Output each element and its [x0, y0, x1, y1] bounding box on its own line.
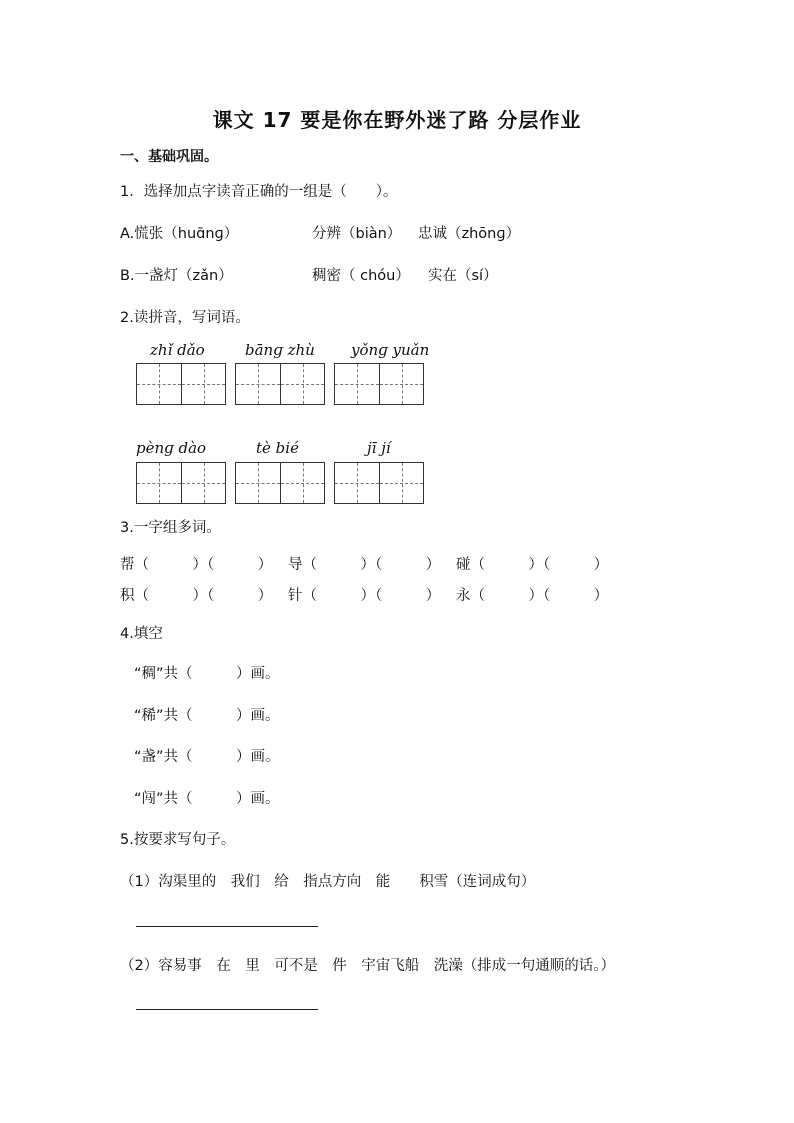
- pinyin-label: tè bié: [256, 439, 299, 457]
- word-group-blank: 碰（ ）（ ）: [456, 557, 609, 573]
- answer-line[interactable]: [136, 926, 318, 927]
- page-title: 课文 17 要是你在野外迷了路 分层作业: [212, 108, 582, 132]
- word-group-blank: 永（ ）（ ）: [456, 588, 609, 604]
- question-5-stem: 5.按要求写句子。: [120, 832, 236, 848]
- pinyin-label: jī jí: [367, 439, 391, 457]
- option-a-word2: 分辨（biàn）: [312, 226, 402, 242]
- writing-grid[interactable]: [136, 462, 226, 504]
- option-b-word2: 稠密（ chóu）: [312, 268, 410, 284]
- stroke-count-blank: “盏”共（ ）画。: [134, 749, 280, 765]
- section-heading: 一、基础巩固。: [120, 149, 218, 165]
- question-4-stem: 4.填空: [120, 626, 163, 642]
- question-2-stem: 2.读拼音，写词语。: [120, 310, 250, 326]
- writing-grid[interactable]: [136, 363, 226, 405]
- sentence-task-1: （1）沟渠里的 我们 给 指点方向 能 积雪（连词成句）: [120, 874, 536, 890]
- pinyin-label: pènɡ dào: [136, 439, 207, 457]
- stroke-count-blank: “闯”共（ ）画。: [134, 791, 280, 807]
- option-a-word3: 忠诚（zhōnɡ）: [418, 226, 521, 242]
- word-group-blank: 导（ ）（ ）: [288, 557, 441, 573]
- question-3-stem: 3.一字组多词。: [120, 520, 221, 536]
- word-group-blank: 针（ ）（ ）: [288, 588, 441, 604]
- pinyin-label: zhǐ dǎo: [150, 341, 205, 359]
- option-b-word1: B.一盏灯（zǎn）: [120, 268, 233, 284]
- writing-grid[interactable]: [334, 462, 424, 504]
- pinyin-label: bānɡ zhù: [245, 341, 315, 359]
- stroke-count-blank: “稠”共（ ）画。: [134, 666, 280, 682]
- option-a-word1: A.慌张（huɑ̄nɡ）: [120, 226, 239, 242]
- word-group-blank: 积（ ）（ ）: [120, 588, 273, 604]
- word-group-blank: 帮（ ）（ ）: [120, 557, 273, 573]
- question-1-stem: 1．选择加点字读音正确的一组是（ ）。: [120, 184, 398, 200]
- answer-line[interactable]: [136, 1009, 318, 1010]
- stroke-count-blank: “稀”共（ ）画。: [134, 708, 280, 724]
- writing-grid[interactable]: [235, 363, 325, 405]
- option-b-word3: 实在（sí）: [428, 268, 498, 284]
- sentence-task-2: （2）容易事 在 里 可不是 件 宇宙飞船 洗澡（排成一句通顺的话。）: [120, 958, 615, 974]
- pinyin-label: yǒnɡ yuǎn: [351, 341, 430, 359]
- writing-grid[interactable]: [235, 462, 325, 504]
- writing-grid[interactable]: [334, 363, 424, 405]
